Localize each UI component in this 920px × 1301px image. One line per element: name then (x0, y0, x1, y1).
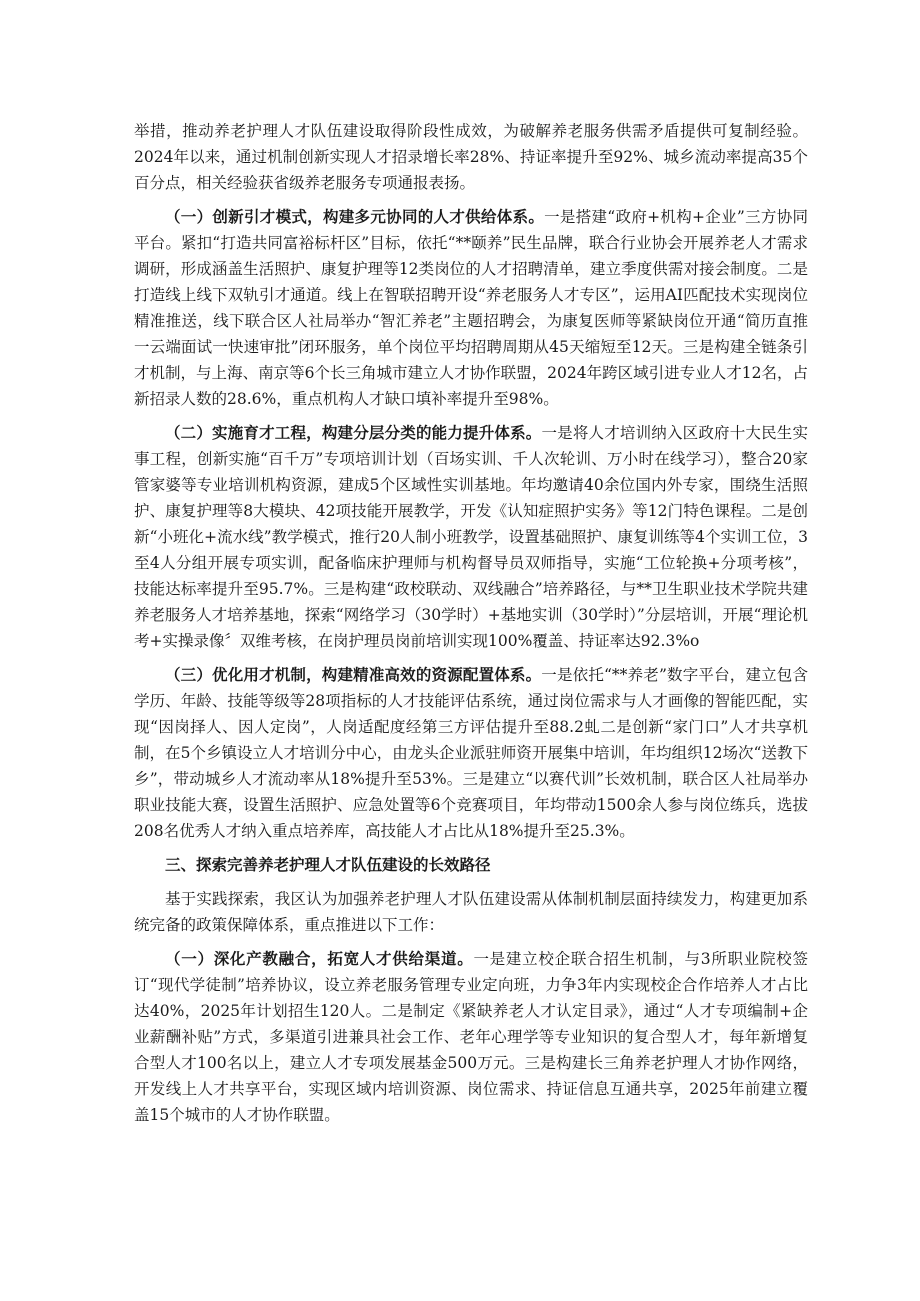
section-3-paragraph (134, 662, 808, 844)
subsection-1-lead: （一）深化产教融合，拓宽人才供给渠道。 (165, 949, 474, 968)
intro-text: 举措，推动养老护理人才队伍建设取得阶段性成效，为破解养老服务供需矛盾提供可复制经验。2024年以来，通过机制创新实现人才招录增长率28%、持证率提升至92%、城乡流动率提高35个百分点，相关经验获省级养老服务专项通报表扬。 (134, 122, 808, 192)
subsection-1-paragraph (134, 946, 808, 1128)
section-2-lead: （二）实施育才工程，构建分层分类的能力提升体系。 (165, 423, 542, 442)
section-2-paragraph (134, 420, 808, 654)
section-1-lead: （一）创新引才模式，构建多元协同的人才供给体系。 (165, 207, 545, 226)
intro-paragraph (134, 118, 808, 196)
section-3-lead: （三）优化用才机制，构建精准高效的资源配置体系。 (165, 665, 542, 684)
section-heading: 三、探索完善养老护理人才队伍建设的长效路径 (165, 855, 491, 874)
section-3-text: 一是依托“**养老”数字平台，建立包含学历、年龄、技能等级等28项指标的人才技能评估系统，通过岗位需求与人才画像的智能匹配，实现“因岗择人、因人定岗”，人岗适配度经第三方评估提升至88.2虬二是创新“家门口”人才共享机制，在5个乡镇设立人才培训分中心，由龙头企业派驻师资开展集中培训，年均组织12场次“送教下乡”，带动城乡人才流动率从18%提升至53%。三是建立“以赛代训”长效机制，联合区人社局举办职业技能大赛，设置生活照护、应急处置等6个竞赛项目，年均带动1500余人参与岗位练兵，选拔208名优秀人才纳入重点培养库，高技能人才占比从18%提升至25.3%。 (134, 666, 808, 840)
section-1-paragraph (134, 204, 808, 412)
practice-paragraph (134, 886, 808, 938)
practice-text: 基于实践探索，我区认为加强养老护理人才队伍建设需从体制机制层面持续发力，构建更加系统完备的政策保障体系，重点推进以下工作： (134, 890, 808, 934)
section-2-text: 一是将人才培训纳入区政府十大民生实事工程，创新实施“百千万”专项培训计划（百场实训、千人次轮训、万小时在线学习），整合20家管家婆等专业培训机构资源，建成5个区域性实训基地。年均邀请40余位国内外专家，围绕生活照护、康复护理等8大模块、42项技能开展教学，开发《认知症照护实务》等12门特色课程。二是创新“小班化+流水线”教学模式，推行20人制小班教学，设置基础照护、康复训练等4个实训工位，3至4人分组开展专项实训，配备临床护理师与机构督导员双师指导，实施“工位轮换+分项考核”，技能达标率提升至95.7%。三是构建“政校联动、双线融合”培养路径，与**卫生职业技术学院共建养老服务人才培养基地，探索“网络学习（30学时）+基地实训（30学时）”分层培训，开展“理论机考+实操录像〞双维考核，在岗护理员岗前培训实现100%覆盖、持证率达92.3%o (134, 424, 808, 650)
subsection-1-text: 一是建立校企联合招生机制，与3所职业院校签订“现代学徒制”培养协议，设立养老服务管理专业定向班，力争3年内实现校企合作培养人才占比达40%，2025年计划招生120人。二是制定《紧缺养老人才认定目录》，通过“人才专项编制+企业薪酬补贴”方式，多渠道引进兼具社会工作、老年心理学等专业知识的复合型人才，每年新增复合型人才100名以上，建立人才专项发展基金500万元。三是构建长三角养老护理人才协作网络，开发线上人才共享平台，实现区域内培训资源、岗位需求、持证信息互通共享，2025年前建立覆盖15个城市的人才协作联盟。 (134, 950, 808, 1124)
section-1-text: 一是搭建“政府+机构+企业”三方协同平台。紧扣“打造共同富裕标杆区”目标，依托“**颐养”民生品牌，联合行业协会开展养老人才需求调研，形成涵盖生活照护、康复护理等12类岗位的人才招聘清单，建立季度供需对接会制度。二是打造线上线下双轨引才通道。线上在智联招聘开设“养老服务人才专区”，运用AI匹配技术实现岗位精准推送，线下联合区人社局举办“智汇养老”主题招聘会，为康复医师等紧缺岗位开通“简历直推一云端面试一快速审批”闭环服务，单个岗位平均招聘周期从45天缩短至12天。三是构建全链条引才机制，与上海、南京等6个长三角城市建立人才协作联盟，2024年跨区域引进专业人才12名，占新招录人数的28.6%，重点机构人才缺口填补率提升至98%。 (134, 208, 808, 408)
